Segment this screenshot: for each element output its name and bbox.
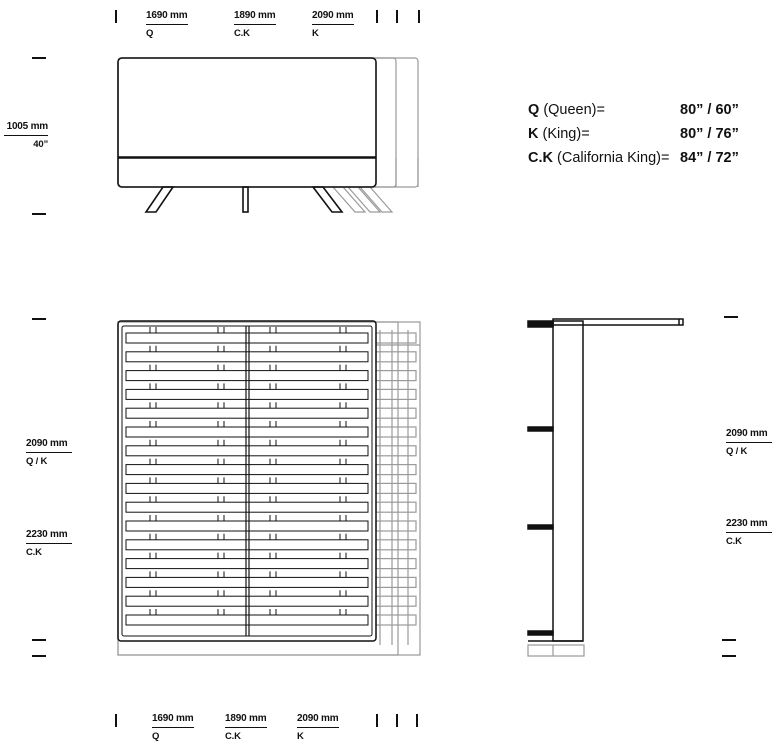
slat — [126, 389, 368, 399]
dim-value: 2090 mm — [26, 438, 72, 453]
slat — [126, 596, 368, 606]
front-view — [118, 58, 376, 212]
leg-center — [243, 187, 248, 212]
dash-mark — [722, 655, 736, 657]
tick-mark — [376, 10, 378, 23]
top-dim-k — [312, 10, 354, 39]
dash-mark — [32, 639, 46, 641]
dash-mark — [32, 655, 46, 657]
length-right-ck — [726, 518, 772, 547]
size-legend — [528, 98, 778, 170]
dash-mark — [722, 639, 736, 641]
dim-label: 40” — [33, 139, 48, 150]
slat — [126, 408, 368, 418]
dim-label: K — [312, 28, 319, 39]
ghost-slat — [376, 465, 416, 475]
ghost-slat — [376, 540, 416, 550]
bottom-dim-q — [152, 713, 194, 742]
dim-value: 2230 mm — [726, 518, 772, 533]
ghost-slat — [376, 559, 416, 569]
tick-mark — [418, 10, 420, 23]
headboard-outline — [118, 58, 376, 187]
side-view — [528, 319, 683, 641]
top-view — [118, 321, 376, 641]
ghost-slat — [376, 596, 416, 606]
slat — [126, 333, 368, 343]
side-rail — [553, 321, 583, 641]
legend-size: 80” / 76” — [680, 126, 739, 142]
dim-label: C.K — [234, 28, 250, 39]
slat — [126, 540, 368, 550]
legend-name: (California King)= — [557, 150, 670, 166]
slat — [126, 615, 368, 625]
legend-name: (King)= — [542, 126, 590, 142]
legend-size: 80” / 60” — [680, 102, 739, 118]
dash-mark — [32, 213, 46, 215]
headboard-side — [553, 319, 683, 325]
dim-label: C.K — [225, 731, 241, 742]
ghost-slat — [376, 446, 416, 456]
legend-row-king — [528, 122, 778, 146]
ghost-slat — [376, 521, 416, 531]
ghost-slat — [376, 371, 416, 381]
height-dim — [4, 121, 48, 150]
dim-label: K — [297, 731, 304, 742]
slat — [126, 427, 368, 437]
dim-value: 1890 mm — [234, 10, 276, 25]
dim-label: Q — [152, 731, 160, 742]
frame-outline — [118, 321, 376, 641]
dim-value: 2090 mm — [726, 428, 772, 443]
tick-mark — [376, 714, 378, 727]
dim-label: C.K — [26, 547, 42, 558]
front-view-ghost-outlines — [118, 58, 418, 212]
legend-size: 84” / 72” — [680, 150, 739, 166]
dim-label: Q / K — [726, 446, 748, 457]
legend-row-california-king — [528, 146, 778, 170]
slat — [126, 371, 368, 381]
legend-code: Q — [528, 102, 540, 118]
dim-value: 1005 mm — [4, 121, 48, 136]
slat — [126, 577, 368, 587]
ghost-slat — [376, 389, 416, 399]
dim-label: Q / K — [26, 456, 48, 467]
leg-left — [146, 187, 173, 212]
ghost-slat — [376, 408, 416, 418]
tick-mark — [115, 10, 117, 23]
slat — [126, 465, 368, 475]
slat — [126, 559, 368, 569]
top-dim-ck — [234, 10, 276, 39]
ghost-slat — [376, 577, 416, 587]
ghost-slat — [376, 427, 416, 437]
tick-mark — [396, 10, 398, 23]
length-left-qk — [26, 438, 72, 467]
legend-row-queen — [528, 98, 778, 122]
ghost-slat — [376, 502, 416, 512]
ghost-slat — [376, 615, 416, 625]
leg-right — [313, 187, 342, 212]
slat — [126, 483, 368, 493]
dash-mark — [32, 318, 46, 320]
slat — [126, 521, 368, 531]
tick-mark — [396, 714, 398, 727]
dash-mark — [724, 316, 738, 318]
ghost-slat — [376, 333, 416, 343]
dim-value: 2090 mm — [297, 713, 339, 728]
top-view-ghost-outlines — [118, 322, 420, 655]
dim-value: 1890 mm — [225, 713, 267, 728]
dim-value: 2230 mm — [26, 529, 72, 544]
legend-code: K — [528, 126, 539, 142]
length-left-ck — [26, 529, 72, 558]
bottom-dim-ck — [225, 713, 267, 742]
tick-mark — [416, 714, 418, 727]
dim-value: 2090 mm — [312, 10, 354, 25]
top-dim-q — [146, 10, 188, 39]
dim-label: Q — [146, 28, 154, 39]
ghost-slat — [376, 352, 416, 362]
side-view-ghost — [528, 645, 584, 656]
slat — [126, 446, 368, 456]
legend-code: C.K — [528, 150, 553, 166]
slat — [126, 502, 368, 512]
dim-value: 1690 mm — [146, 10, 188, 25]
legend-name: (Queen)= — [543, 102, 605, 118]
length-right-qk — [726, 428, 772, 457]
tick-mark — [115, 714, 117, 727]
slat — [126, 352, 368, 362]
ghost-slat — [376, 483, 416, 493]
dim-label: C.K — [726, 536, 742, 547]
dim-value: 1690 mm — [152, 713, 194, 728]
dash-mark — [32, 57, 46, 59]
bottom-dim-k — [297, 713, 339, 742]
